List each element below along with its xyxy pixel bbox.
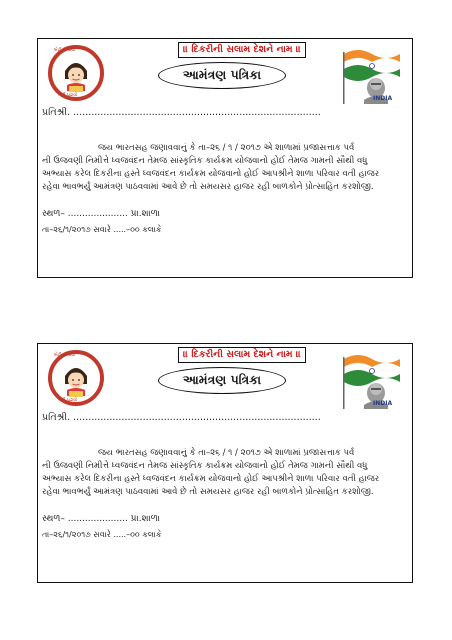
body-line-1: જય ભારતસહ જણાવવાનું કે તા–૨૬ / ૧ / ૨૦૧૭ એ શાળામાં પ્રજાસત્તાક પર્વ (98, 448, 355, 458)
flag-label: INDIA (373, 95, 393, 102)
place-line: સ્થળ– ..................... પ્રા.શાળા (42, 209, 160, 219)
date-line: તા–૨૬/૧/૨૦૧૭ સવારે .....–૦૦ કલાકે (42, 225, 162, 234)
slogan-banner: ॥ દિકરીની સલામ દેશને નામ ॥ (178, 42, 306, 58)
flag-label: INDIA (373, 400, 393, 407)
recipient-line: પ્રતિશ્રી. .................................................................................. (42, 107, 321, 118)
recipient-line: પ્રતિશ્રી. .................................................................................. (42, 412, 321, 423)
date-line: તા–૨૬/૧/૨૦૧૭ સવારે .....–૦૦ કલાકે (42, 530, 162, 539)
body-line-2: ની ઉજવણી નિમીત્તે ધ્વજવંદન તેમજ સાંસ્કૃતિક કાર્યક્રમ યોજવાનો હોઈ તેમજ ગામની સૌથી વધુ (42, 156, 368, 166)
body-line-1: જય ભારતસહ જણાવવાનું કે તા–૨૬ / ૧ / ૨૦૧૭ એ શાળામાં પ્રજાસત્તાક પર્વ (98, 143, 355, 153)
body-line-3: અભ્યાસ કરેલ દિકરીના હસ્તે ધ્વજવંદન કાર્યક્રમ યોજવાનો હોઈ આપશ્રીને શાળા પરિવાર વતી હાજર (42, 474, 380, 484)
body-line-4: રહેવા ભાવભર્યું આમંત્રણ પાઠવવામાં આવે છે તો સમયસર હાજર રહી બાળકોને પ્રોત્સાહિત કરશોજી. (42, 182, 374, 192)
invitation-card-2 (37, 343, 413, 583)
slogan-banner: ॥ દિકરીની સલામ દેશને નામ ॥ (178, 347, 306, 363)
invitation-card-1 (37, 38, 413, 278)
body-line-3: અભ્યાસ કરેલ દિકરીના હસ્તે ધ્વજવંદન કાર્યક્રમ યોજવાનો હોઈ આપશ્રીને શાળા પરિવાર વતી હાજર (42, 169, 380, 179)
logo-text-bottom: બેટી પઢાવો (58, 93, 78, 98)
logo-text-bottom: બેટી પઢાવો (58, 398, 78, 403)
body-line-2: ની ઉજવણી નિમીત્તે ધ્વજવંદન તેમજ સાંસ્કૃતિક કાર્યક્રમ યોજવાનો હોઈ તેમજ ગામની સૌથી વધુ (42, 461, 368, 471)
logo-text-top: બેટી બચાવો (54, 353, 76, 358)
body-line-4: રહેવા ભાવભર્યું આમંત્રણ પાઠવવામાં આવે છે તો સમયસર હાજર રહી બાળકોને પ્રોત્સાહિત કરશોજી. (42, 487, 374, 497)
logo-text-top: બેટી બચાવો (54, 48, 76, 53)
place-line: સ્થળ– ..................... પ્રા.શાળા (42, 514, 160, 524)
invitation-title: આમંત્રણ પત્રિકા (158, 367, 286, 394)
invitation-title: આમંત્રણ પત્રિકા (158, 62, 286, 89)
